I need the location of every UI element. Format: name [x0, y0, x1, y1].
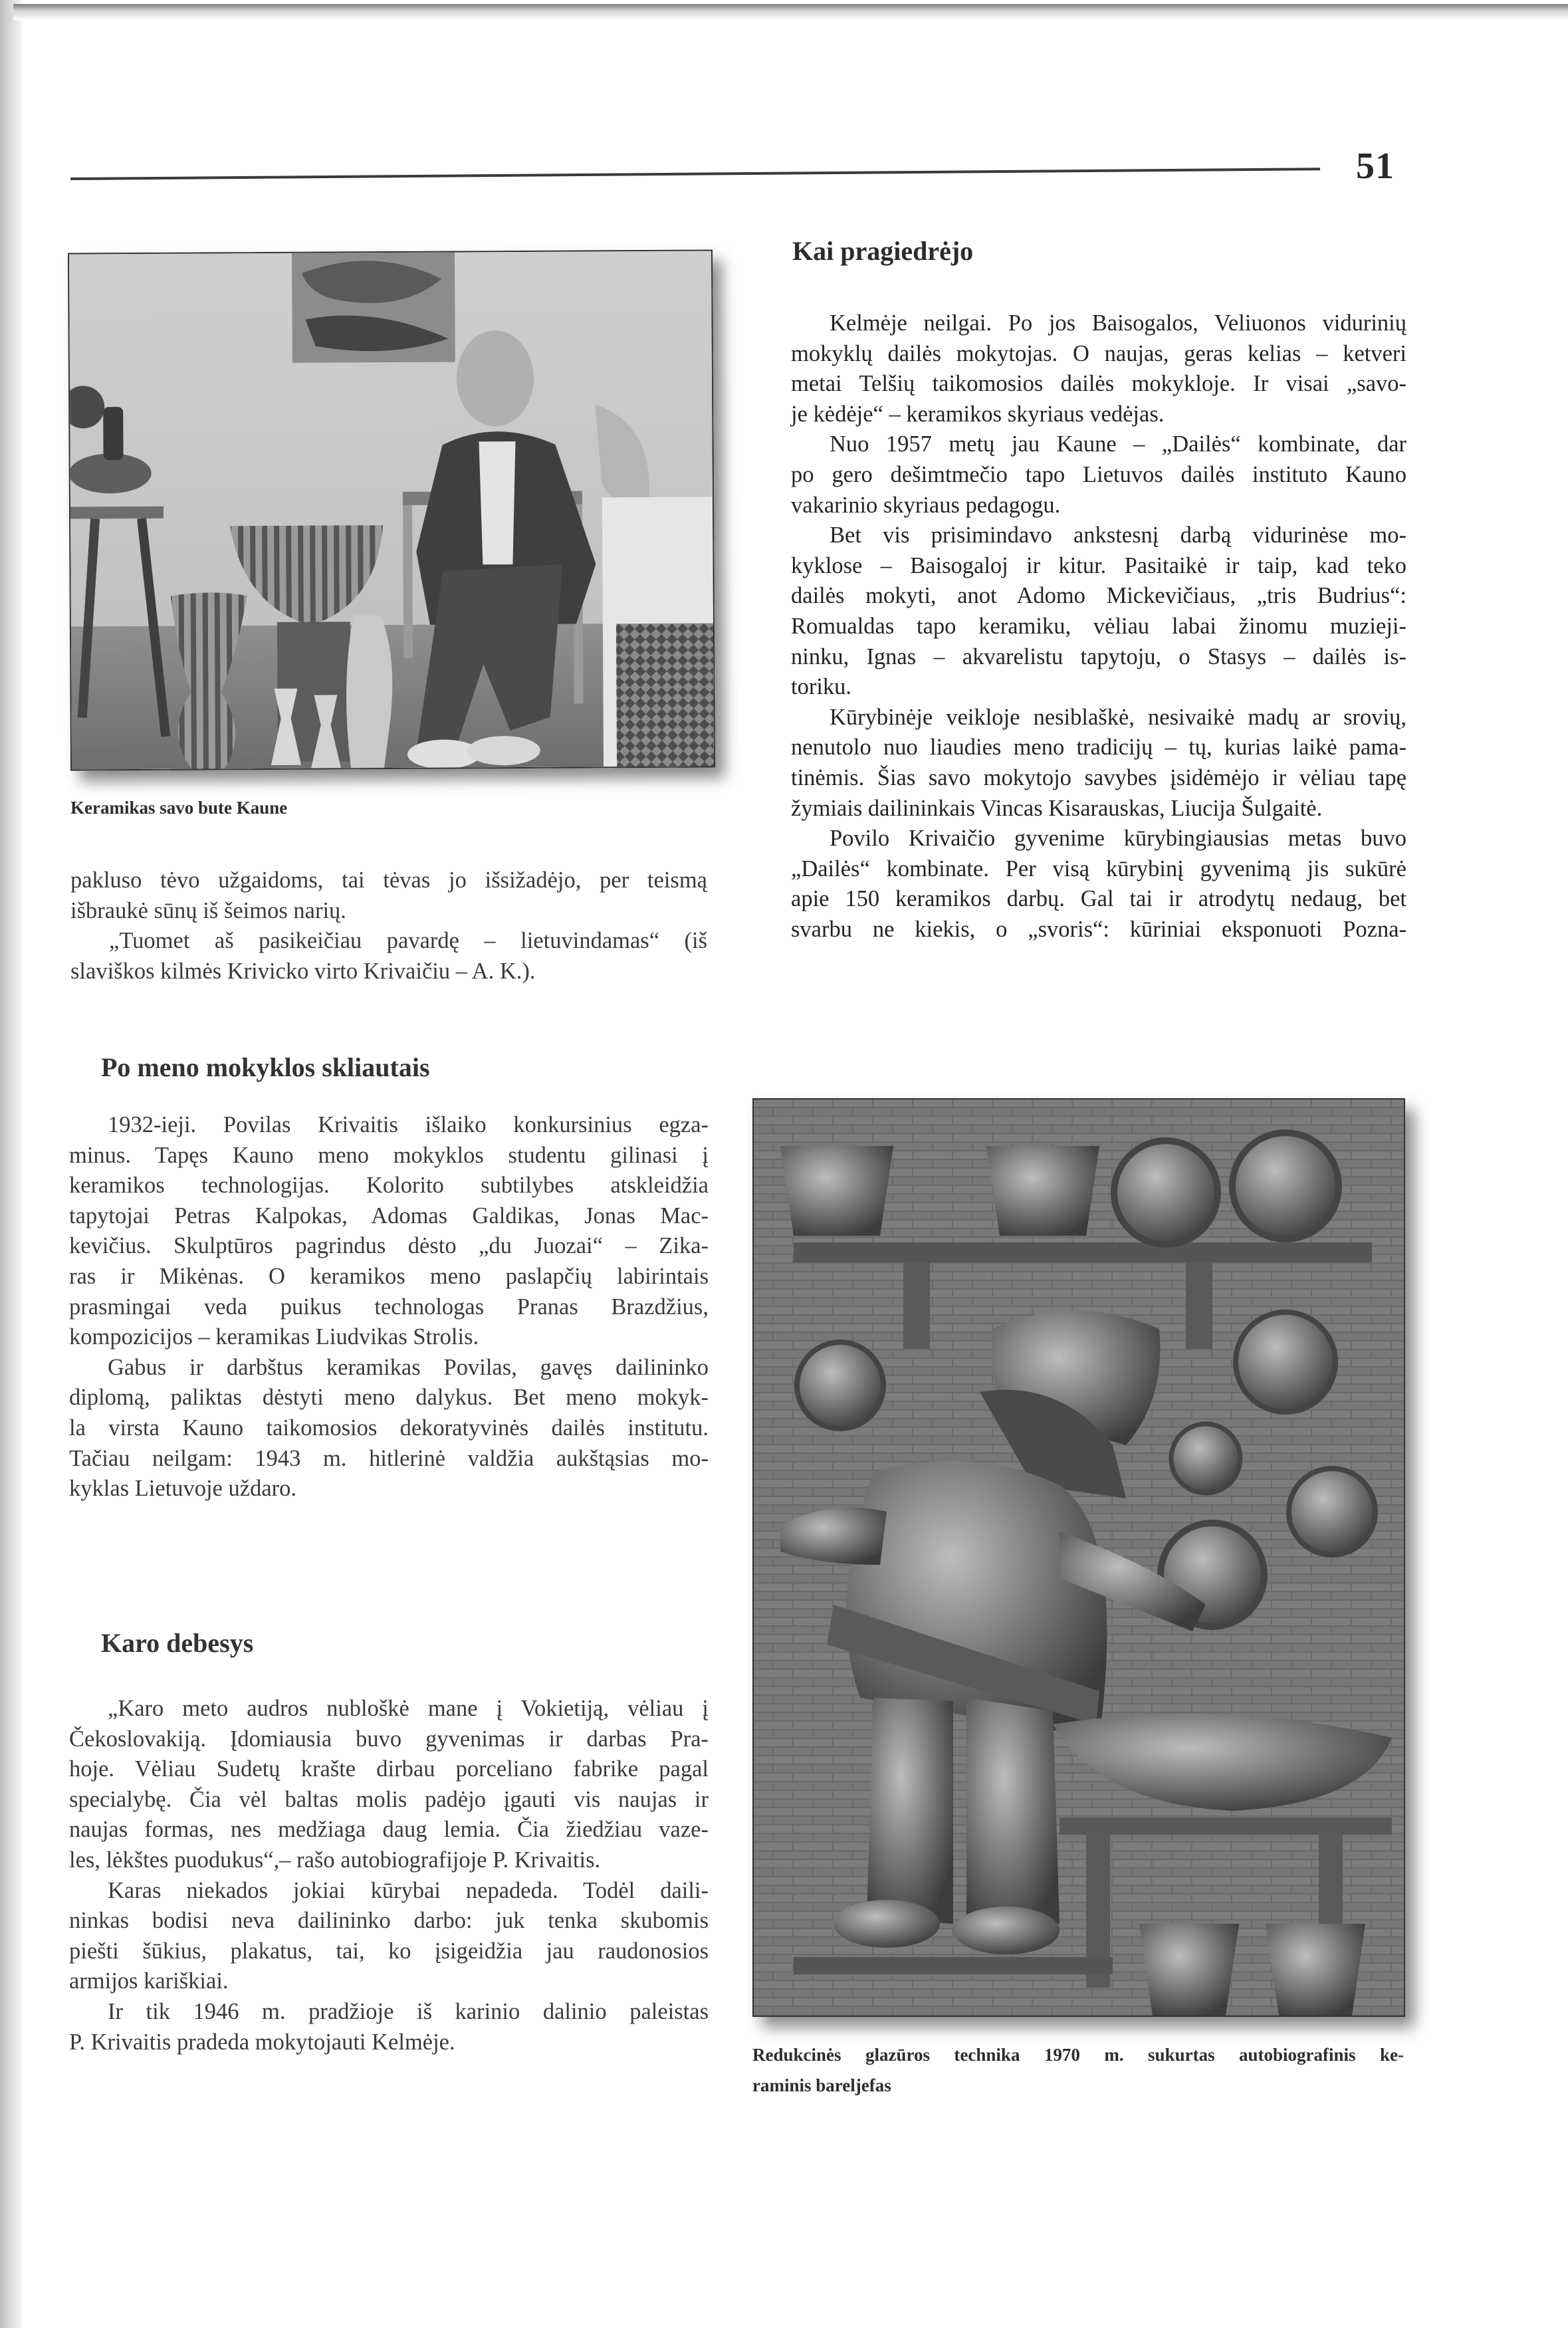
- text-line: 1932-ieji. Povilas Krivaitis išlaiko konkursinius egza-: [108, 1112, 709, 1137]
- text-line: mokyklų dailės mokytojas. O naujas, geras kelias – ketveri: [791, 340, 1406, 366]
- book-binding-shadow: [0, 0, 23, 2328]
- text-line: Povilo Krivaičio gyvenime kūrybingiausias metas buvo: [830, 826, 1406, 852]
- text-line: slaviškos kilmės Krivicko virto Krivaičiu – A. K.).: [70, 958, 536, 984]
- section-body-kai-pragiedrejo: [791, 308, 1406, 945]
- text-line: kyklose – Baisogaloj ir kitur. Pasitaikė ir taip, kad teko: [791, 552, 1406, 578]
- text-line: Karas niekados jokiai kūrybai nepadeda. Todėl daili-: [108, 1877, 709, 1903]
- text-line: išbraukė sūnų iš šeimos narių.: [70, 897, 346, 923]
- left-column-intro: [70, 866, 707, 987]
- text-line: keramikos technologijas. Kolorito subtilybes atskleidžia: [69, 1173, 709, 1199]
- text-line: tinėmis. Šias savo mokytojo savybes įsidėmėjo ir vėliau tapę: [791, 764, 1406, 790]
- text-line: ninkas bodisi neva dailininko darbo: juk tenka skubomis: [69, 1908, 709, 1934]
- text-line: „Tuomet aš pasikeičiau pavardę – lietuvindamas“ (iš: [109, 928, 707, 954]
- text-line: kevičius. Skulptūros pagrindus dėsto „du Juozai“ – Zika-: [69, 1233, 709, 1259]
- photo-ceramist-caption: Keramikas savo bute Kaune: [70, 798, 288, 818]
- text-line: hoje. Vėliau Sudetų krašte dirbau porceliano fabrike pagal: [69, 1756, 709, 1782]
- text-line: piešti šūkius, plakatus, tai, ko įsigeidžia jau raudonosios: [69, 1938, 709, 1964]
- photo-ceramist-image: [69, 251, 714, 769]
- photo-bas-relief-caption: [752, 2039, 1404, 2101]
- photo-ceramist: [68, 249, 715, 770]
- photo-bas-relief-caption-line-1: Redukcinės glazūros technika 1970 m. sukurtas autobiografinis ke-: [752, 2045, 1404, 2065]
- photo-bas-relief: [752, 1098, 1405, 2017]
- text-line: Ir tik 1946 m. pradžioje iš karinio dalinio paleistas: [108, 1998, 709, 2024]
- text-line: naujas formas, nes medžiaga daug lemia. Čia žiedžiau vaze-: [69, 1817, 709, 1843]
- text-line: žymiais dailininkais Vincas Kisarauskas, Liucija Šulgaitė.: [791, 795, 1323, 821]
- text-line: „Dailės“ kombinate. Per visą kūrybinį gyvenimą jis sukūrė: [791, 856, 1406, 881]
- text-line: „Karo meto audros nubloškė mane į Vokietiją, vėliau į: [108, 1696, 709, 1721]
- text-line: vakarinio skyriaus pedagogu.: [791, 492, 1061, 518]
- text-line: je kėdėje“ – keramikos skyriaus vedėjas.: [791, 401, 1165, 427]
- text-line: Čekoslovakiją. Įdomiausia buvo gyvenimas ir darbas Pra-: [69, 1726, 709, 1752]
- text-line: nenutolo nuo liaudies meno tradicijų – tų, kurias laikė pama-: [791, 735, 1406, 760]
- text-line: tapytojai Petras Kalpokas, Adomas Galdikas, Jonas Mac-: [69, 1203, 709, 1228]
- text-line: kyklas Lietuvoje uždaro.: [69, 1476, 297, 1502]
- text-line: la virsta Kauno taikomosios dekoratyvinės dailės institutu.: [69, 1415, 709, 1441]
- text-line: dailės mokyti, anot Adomo Mickevičiaus, „tris Budrius“:: [791, 583, 1406, 609]
- text-line: Bet vis prisimindavo ankstesnį darbą vidurinėse mo-: [830, 523, 1406, 548]
- text-line: specialybę. Čia vėl baltas molis padėjo įgauti vis naujas ir: [69, 1786, 709, 1812]
- text-line: svarbu ne kiekis, o „svoris“: kūriniai eksponuoti Pozna-: [791, 916, 1406, 942]
- photo-bas-relief-caption-line-2: raminis bareljefas: [752, 2075, 891, 2095]
- text-line: pakluso tėvo užgaidoms, tai tėvas jo išsižadėjo, per teismą: [70, 868, 707, 893]
- header-rule: [70, 168, 1320, 180]
- text-line: metai Telšių taikomosios dailės mokykloje. Ir visai „savo-: [791, 371, 1406, 397]
- section-heading-po-meno-mokyklos: Po meno mokyklos skliautais: [101, 1052, 430, 1082]
- page-number: 51: [1356, 146, 1395, 187]
- section-body-po-meno-mokyklos: [69, 1110, 709, 1504]
- text-line: prasmingai veda puikus technologas Pranas Brazdžius,: [69, 1294, 709, 1320]
- text-line: diplomą, paliktas dėstyti meno dalykus. Bet meno mokyk-: [69, 1385, 709, 1411]
- page-top-edge-shadow: [13, 4, 1568, 20]
- section-heading-karo-debesys: Karo debesys: [101, 1628, 254, 1658]
- text-line: Gabus ir darbštus keramikas Povilas, gavęs dailininko: [108, 1354, 709, 1380]
- text-line: Tačiau neilgam: 1943 m. hitlerinė valdžia aukštąsias mo-: [69, 1445, 709, 1471]
- text-line: Kūrybinėje veikloje nesiblaškė, nesivaikė madų ar srovių,: [830, 704, 1406, 730]
- section-body-karo-debesys: [69, 1694, 709, 2057]
- text-line: ninku, Ignas – akvarelistu tapytoju, o Stasys – dailės is-: [791, 643, 1406, 669]
- text-line: Nuo 1957 metų jau Kaune – „Dailės“ kombinate, dar: [830, 431, 1406, 457]
- text-line: P. Krivaitis pradeda mokytojauti Kelmėje.: [69, 2029, 455, 2055]
- text-line: po gero dešimtmečio tapo Lietuvos dailės instituto Kauno: [791, 461, 1406, 487]
- text-line: apie 150 keramikos darbų. Gal tai ir atrodytų nedaug, bet: [791, 886, 1406, 912]
- text-line: kompozicijos – keramikas Liudvikas Strolis.: [69, 1324, 479, 1350]
- text-line: toriku.: [791, 674, 852, 700]
- text-line: minus. Tapęs Kauno meno mokyklos studentu gilinasi į: [69, 1142, 709, 1168]
- section-heading-kai-pragiedrejo: Kai pragiedrėjo: [792, 236, 974, 266]
- text-line: armijos kariškiai.: [69, 1968, 229, 1994]
- text-line: ras ir Mikėnas. O keramikos meno paslapčių labirintais: [69, 1263, 709, 1289]
- photo-bas-relief-image: [754, 1100, 1404, 2016]
- text-line: les, lėkštes puodukus“,– rašo autobiografijoje P. Krivaitis.: [69, 1847, 601, 1873]
- text-line: Kelmėje neilgai. Po jos Baisogalos, Veliuonos vidurinių: [830, 310, 1406, 336]
- text-line: Romualdas tapo keramiku, vėliau labai žinomu muzieji-: [791, 613, 1406, 639]
